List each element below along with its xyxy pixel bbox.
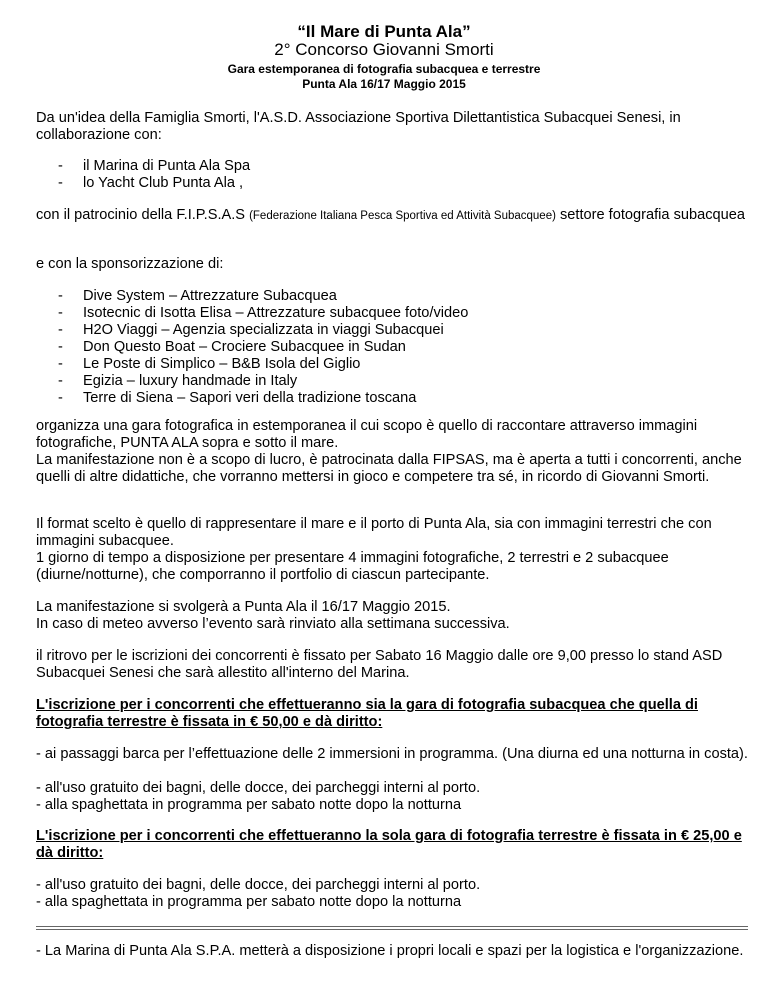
- fee-full-item: - alla spaghettata in programma per sabato notte dopo la notturna: [36, 797, 462, 813]
- event-dates: Punta Ala 16/17 Maggio 2015: [302, 77, 466, 91]
- fee-full-item: - ai passaggi barca per l’effettuazione delle 2 immersioni in programma. (Una diurna ed una notturna in costa).: [36, 746, 748, 762]
- list-item: - Don Questo Boat – Crociere Subacquee in Sudan: [58, 339, 468, 356]
- document-subtitle: 2° Concorso Giovanni Smorti: [274, 40, 494, 59]
- manifestazione-paragraph: La manifestazione non è a scopo di lucro, è patrocinata dalla FIPSAS, ma è aperta a tutti i concorrenti, anche quelli di altre didattiche, che vorranno mettersi in gioco e competere tra sé, in ricordo di Giovanni Smorti.: [36, 452, 742, 485]
- list-item: - Terre di Siena – Sapori veri della tradizione toscana: [58, 390, 468, 407]
- format-paragraph: Il format scelto è quello di rappresentare il mare e il porto di Punta Ala, sia con immagini terrestri che con immagini subacquee.: [36, 516, 712, 549]
- list-item: - Egizia – luxury handmade in Italy: [58, 373, 468, 390]
- partners-list: [58, 158, 250, 192]
- giorno-paragraph: 1 giorno di tempo a disposizione per presentare 4 immagini fotografiche, 2 terrestri e 2 subacquee (diurne/notturne), che comporranno il portfolio di ciascun partecipante.: [36, 550, 669, 583]
- patronage-paragraph: [36, 207, 748, 225]
- ritrovo-paragraph: il ritrovo per le iscrizioni dei concorrenti è fissato per Sabato 16 Maggio dalle ore 9,00 presso lo stand ASD Subacquei Senesi che sarà allestito all'interno del Marina.: [36, 648, 723, 681]
- fee-land-item: - all'uso gratuito dei bagni, delle docce, dei parcheggi interni al porto.: [36, 877, 481, 893]
- svolgera-paragraph: La manifestazione si svolgerà a Punta Ala il 16/17 Maggio 2015.: [36, 599, 451, 615]
- footer-note: - La Marina di Punta Ala S.P.A. metterà a disposizione i propri locali e spazi per la logistica e l'organizzazione.: [36, 943, 744, 959]
- fee-land-heading: L'iscrizione per i concorrenti che effettueranno la sola gara di fotografia terrestre è fissata in € 25,00 e dà diritto:: [36, 828, 742, 861]
- list-item: - Le Poste di Simplico – B&B Isola del Giglio: [58, 356, 468, 373]
- list-item: - Isotecnic di Isotta Elisa – Attrezzature subacquee foto/video: [58, 305, 468, 322]
- sponsors-intro: e con la sponsorizzazione di:: [36, 256, 224, 272]
- divider: [36, 926, 748, 927]
- patronage-prefix: con il patrocinio della F.I.P.S.A.S: [36, 207, 250, 223]
- list-item: - il Marina di Punta Ala Spa: [58, 158, 250, 175]
- fee-full-item: - all'uso gratuito dei bagni, delle docce, dei parcheggi interni al porto.: [36, 780, 481, 796]
- federation-name: (Federazione Italiana Pesca Sportiva ed Attività Subacquee): [249, 210, 556, 222]
- patronage-suffix: settore fotografia subacquea: [555, 207, 745, 223]
- list-item: - lo Yacht Club Punta Ala ,: [58, 175, 250, 192]
- meteo-paragraph: In caso di meteo avverso l’evento sarà rinviato alla settimana successiva.: [36, 616, 510, 632]
- document-title: “Il Mare di Punta Ala”: [297, 22, 471, 41]
- sponsors-list: [58, 288, 468, 407]
- fee-full-heading: L'iscrizione per i concorrenti che effettueranno sia la gara di fotografia subacquea che quella di fotografia terrestre è fissata in € 50,00 e dà diritto:: [36, 697, 698, 730]
- event-type: Gara estemporanea di fotografia subacquea e terrestre: [227, 62, 541, 76]
- list-item: - H2O Viaggi – Agenzia specializzata in viaggi Subacquei: [58, 322, 468, 339]
- intro-paragraph: Da un'idea della Famiglia Smorti, l'A.S.D. Associazione Sportiva Dilettantistica Subacquei Senesi, in collaborazione con:: [36, 110, 681, 143]
- fee-land-item: - alla spaghettata in programma per sabato notte dopo la notturna: [36, 894, 462, 910]
- list-item: - Dive System – Attrezzature Subacquea: [58, 288, 468, 305]
- divider: [36, 929, 748, 930]
- organizza-paragraph: organizza una gara fotografica in estemporanea il cui scopo è quello di raccontare attraverso immagini fotografiche, PUNTA ALA sopra e sotto il mare.: [36, 418, 698, 451]
